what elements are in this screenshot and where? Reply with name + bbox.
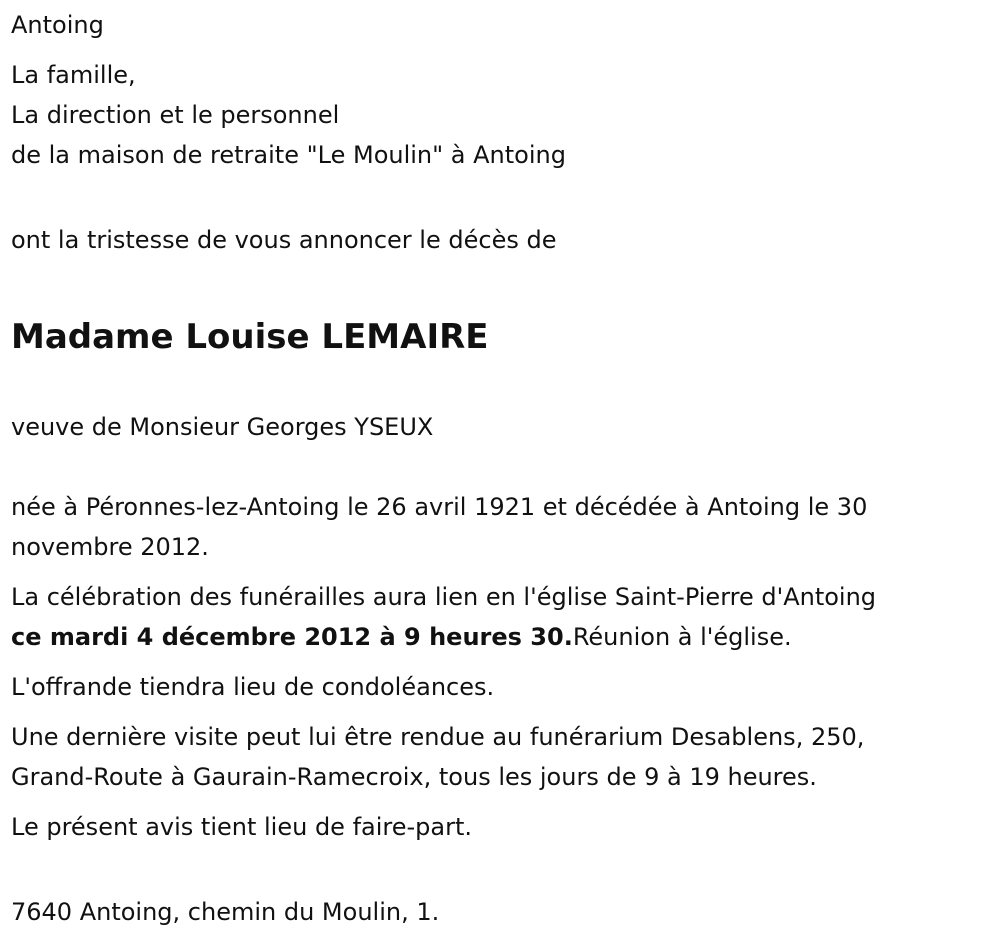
birth-death-paragraph — [11, 487, 986, 567]
town-heading: Antoing — [11, 11, 104, 39]
announcement-line: ont la tristesse de vous annoncer le décès de — [11, 226, 557, 254]
announcers-block — [11, 55, 986, 175]
retirement-home-line: de la maison de retraite "Le Moulin" à Antoing — [11, 141, 566, 169]
widow-line: veuve de Monsieur Georges YSEUX — [11, 413, 434, 441]
faire-part-line: Le présent avis tient lieu de faire-part. — [11, 813, 473, 841]
offering-line: L'offrande tiendra lieu de condoléances. — [11, 673, 495, 701]
family-line: La famille, — [11, 61, 136, 89]
visit-line-1: Une dernière visite peut lui être rendue au funérarium Desablens, 250, — [11, 723, 865, 751]
visit-paragraph — [11, 717, 986, 797]
funeral-paragraph — [11, 577, 986, 657]
direction-line: La direction et le personnel — [11, 101, 340, 129]
birth-death-line-1: née à Péronnes-lez-Antoing le 26 avril 1921 et décédée à Antoing le 30 — [11, 493, 868, 521]
funeral-meeting: Réunion à l'église. — [572, 623, 792, 651]
funeral-line-2 — [11, 617, 986, 657]
visit-line-2: Grand-Route à Gaurain-Ramecroix, tous les jours de 9 à 19 heures. — [11, 763, 817, 791]
funeral-date: ce mardi 4 décembre 2012 à 9 heures 30. — [11, 623, 573, 651]
birth-death-line-2: novembre 2012. — [11, 533, 209, 561]
funeral-line-1: La célébration des funérailles aura lien en l'église Saint-Pierre d'Antoing — [11, 583, 877, 611]
address-line: 7640 Antoing, chemin du Moulin, 1. — [11, 898, 440, 926]
deceased-name: Madame Louise LEMAIRE — [11, 317, 489, 357]
